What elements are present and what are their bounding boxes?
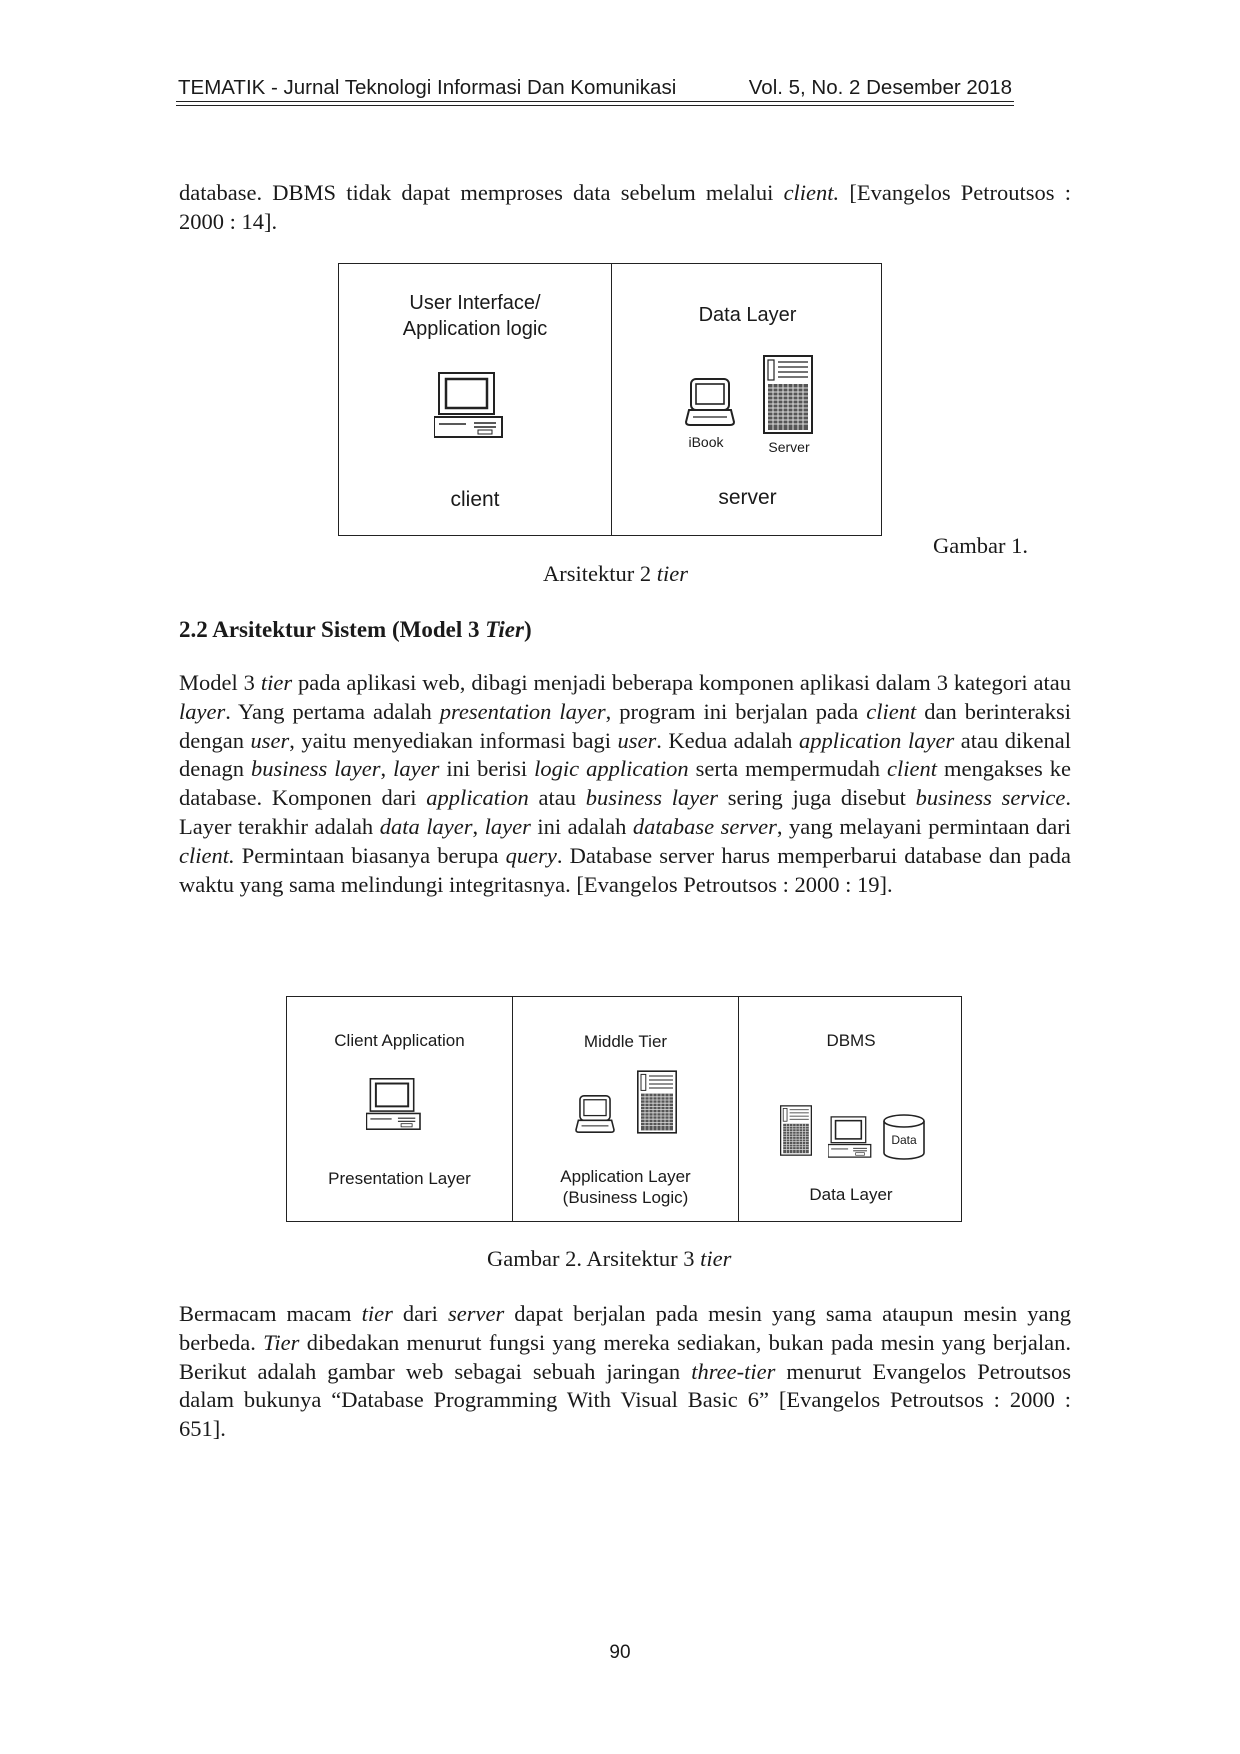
text-run: dan berinteraksi dengan [179,698,1071,753]
server-icon-label: Server [768,439,810,455]
ibook-laptop-icon [685,378,735,426]
text-run: , program ini berjalan pada [605,698,867,724]
desktop-computer-icon [366,1078,422,1130]
figure1-caption-text: Arsitektur 2 [543,561,657,586]
italic-run: business layer [585,785,718,811]
text-run: Model 3 [179,670,261,695]
tower-server-icon [763,355,813,434]
italic-run: query [505,842,557,868]
data-store-label: Data [891,1133,917,1147]
text-run: [Evangelos Petroutsos : 2000 : 14]. [179,180,1071,234]
server-panel [611,264,883,535]
client-panel-title [339,290,611,342]
final-paragraph [179,1300,1071,1444]
text-run: ini berisi [439,756,535,782]
dbms-title: DBMS [826,1031,876,1050]
application-layer-line2: (Business Logic) [562,1188,689,1207]
italic-run: client. [783,180,840,205]
text-run: , [472,813,485,839]
italic-run: data layer [379,813,473,839]
server-label: server [718,486,777,509]
text-run: . Layer terakhir adalah [179,785,1072,839]
ibook-label: iBook [688,434,724,450]
italic-run: client. [179,842,235,868]
italic-run: user [617,727,657,753]
ibook-laptop-icon [575,1095,615,1133]
section-heading-italic: Tier [485,617,524,642]
figure-3-tier-diagram [286,996,962,1222]
header-rule-top [176,101,1014,102]
italic-run: client [866,698,917,724]
text-run: dibedakan menurut fungsi yang mereka sediakan, bukan pada mesin yang berjalan. Berikut adalah gambar web sebagai sebuah jaringan [179,1329,1071,1384]
text-run: mengakses ke database. Komponen dari [179,756,1071,811]
journal-title: TEMATIK - Jurnal Teknologi Informasi Dan Komunikasi [178,76,677,99]
italic-run: tier [260,670,293,695]
text-run: . Yang pertama adalah [225,698,440,724]
application-layer-line1: Application Layer [560,1167,691,1186]
text-run: serta mempermudah [688,756,888,782]
application-layer-label [513,1166,738,1208]
text-run: , [380,756,394,782]
section-heading-text: 2.2 Arsitektur Sistem (Model 3 [179,617,486,642]
text-run: dapat berjalan pada mesin yang sama ataupun mesin yang berbeda. [179,1301,1071,1355]
figure-2-tier-diagram [338,263,882,536]
page-number: 90 [609,1642,631,1663]
journal-volume: Vol. 5, No. 2 Desember 2018 [748,76,1012,99]
desktop-computer-icon [434,372,504,438]
figure1-caption [543,561,688,587]
text-run: Bermacam macam [179,1301,362,1326]
figure2-caption [487,1246,731,1272]
client-panel-title-line1: User Interface/ [409,292,541,314]
data-layer-title: Data Layer [698,304,797,326]
running-header [176,74,1014,102]
model3-paragraph [179,669,1071,899]
italic-run: client [887,756,938,782]
client-panel-title-line2: Application logic [402,318,548,340]
tower-server-icon [780,1103,812,1158]
text-run: pada aplikasi web, dibagi menjadi beberapa komponen aplikasi dalam 3 kategori atau [292,670,1071,695]
tower-server-icon [637,1069,677,1135]
figure2-caption-text: Gambar 2. Arsitektur 3 [487,1246,701,1271]
italic-run: tier [361,1301,393,1326]
italic-run: layer [393,756,440,782]
italic-run: Tier [263,1329,300,1355]
text-run: . Kedua adalah [656,727,799,753]
header-rule-bottom [176,105,1014,106]
figure2-caption-italic: tier [700,1246,732,1271]
middle-tier-panel [512,997,738,1221]
client-application-panel [287,997,512,1221]
text-run: atau dikenal denagn [179,727,1071,782]
client-label: client [450,488,500,511]
italic-run: business service [915,785,1066,811]
client-application-title: Client Application [334,1031,465,1050]
text-run: atau [528,785,586,811]
italic-run: layer [484,813,531,839]
italic-run: database server [632,813,777,839]
italic-run: application layer [798,727,955,753]
desktop-computer-icon [828,1116,872,1158]
text-run: . Database server harus memperbarui database dan pada waktu yang sama melindungi integritasnya. [Evangelos Petroutsos : 2000 : 19]. [179,842,1072,897]
data-layer-label: Data Layer [809,1185,893,1204]
presentation-layer-label: Presentation Layer [328,1169,471,1188]
italic-run: business layer [250,756,381,782]
italic-run: presentation layer [439,698,606,724]
text-run: ini adalah [530,813,633,839]
text-run: Permintaan biasanya berupa [234,842,506,868]
text-run: , yang melayani permintaan dari [776,813,1072,839]
italic-run: application [426,785,529,811]
middle-tier-title: Middle Tier [583,1032,668,1051]
text-run: database. DBMS tidak dapat memproses data sebelum melalui [179,180,784,205]
figure1-caption-italic: tier [656,561,688,586]
client-panel [339,264,611,535]
italic-run: user [250,727,290,753]
text-run: dari [392,1301,448,1326]
section-heading [179,617,532,643]
figure1-caption-number: Gambar 1. [933,533,1028,558]
text-run: sering juga disebut [717,785,916,811]
italic-run: server [447,1301,505,1326]
dbms-panel [738,997,963,1221]
italic-run: layer [179,698,226,724]
section-heading-close: ) [523,617,532,642]
intro-paragraph [179,179,1071,237]
text-run: , yaitu menyediakan informasi bagi [289,727,618,753]
italic-run: three-tier [691,1358,776,1384]
text-run: menurut Evangelos Petroutsos dalam bukunya “Database Programming With Visual Basic 6” [Evangelos Petroutsos : 2000 : 651]. [179,1358,1071,1442]
italic-run: logic application [534,756,689,782]
